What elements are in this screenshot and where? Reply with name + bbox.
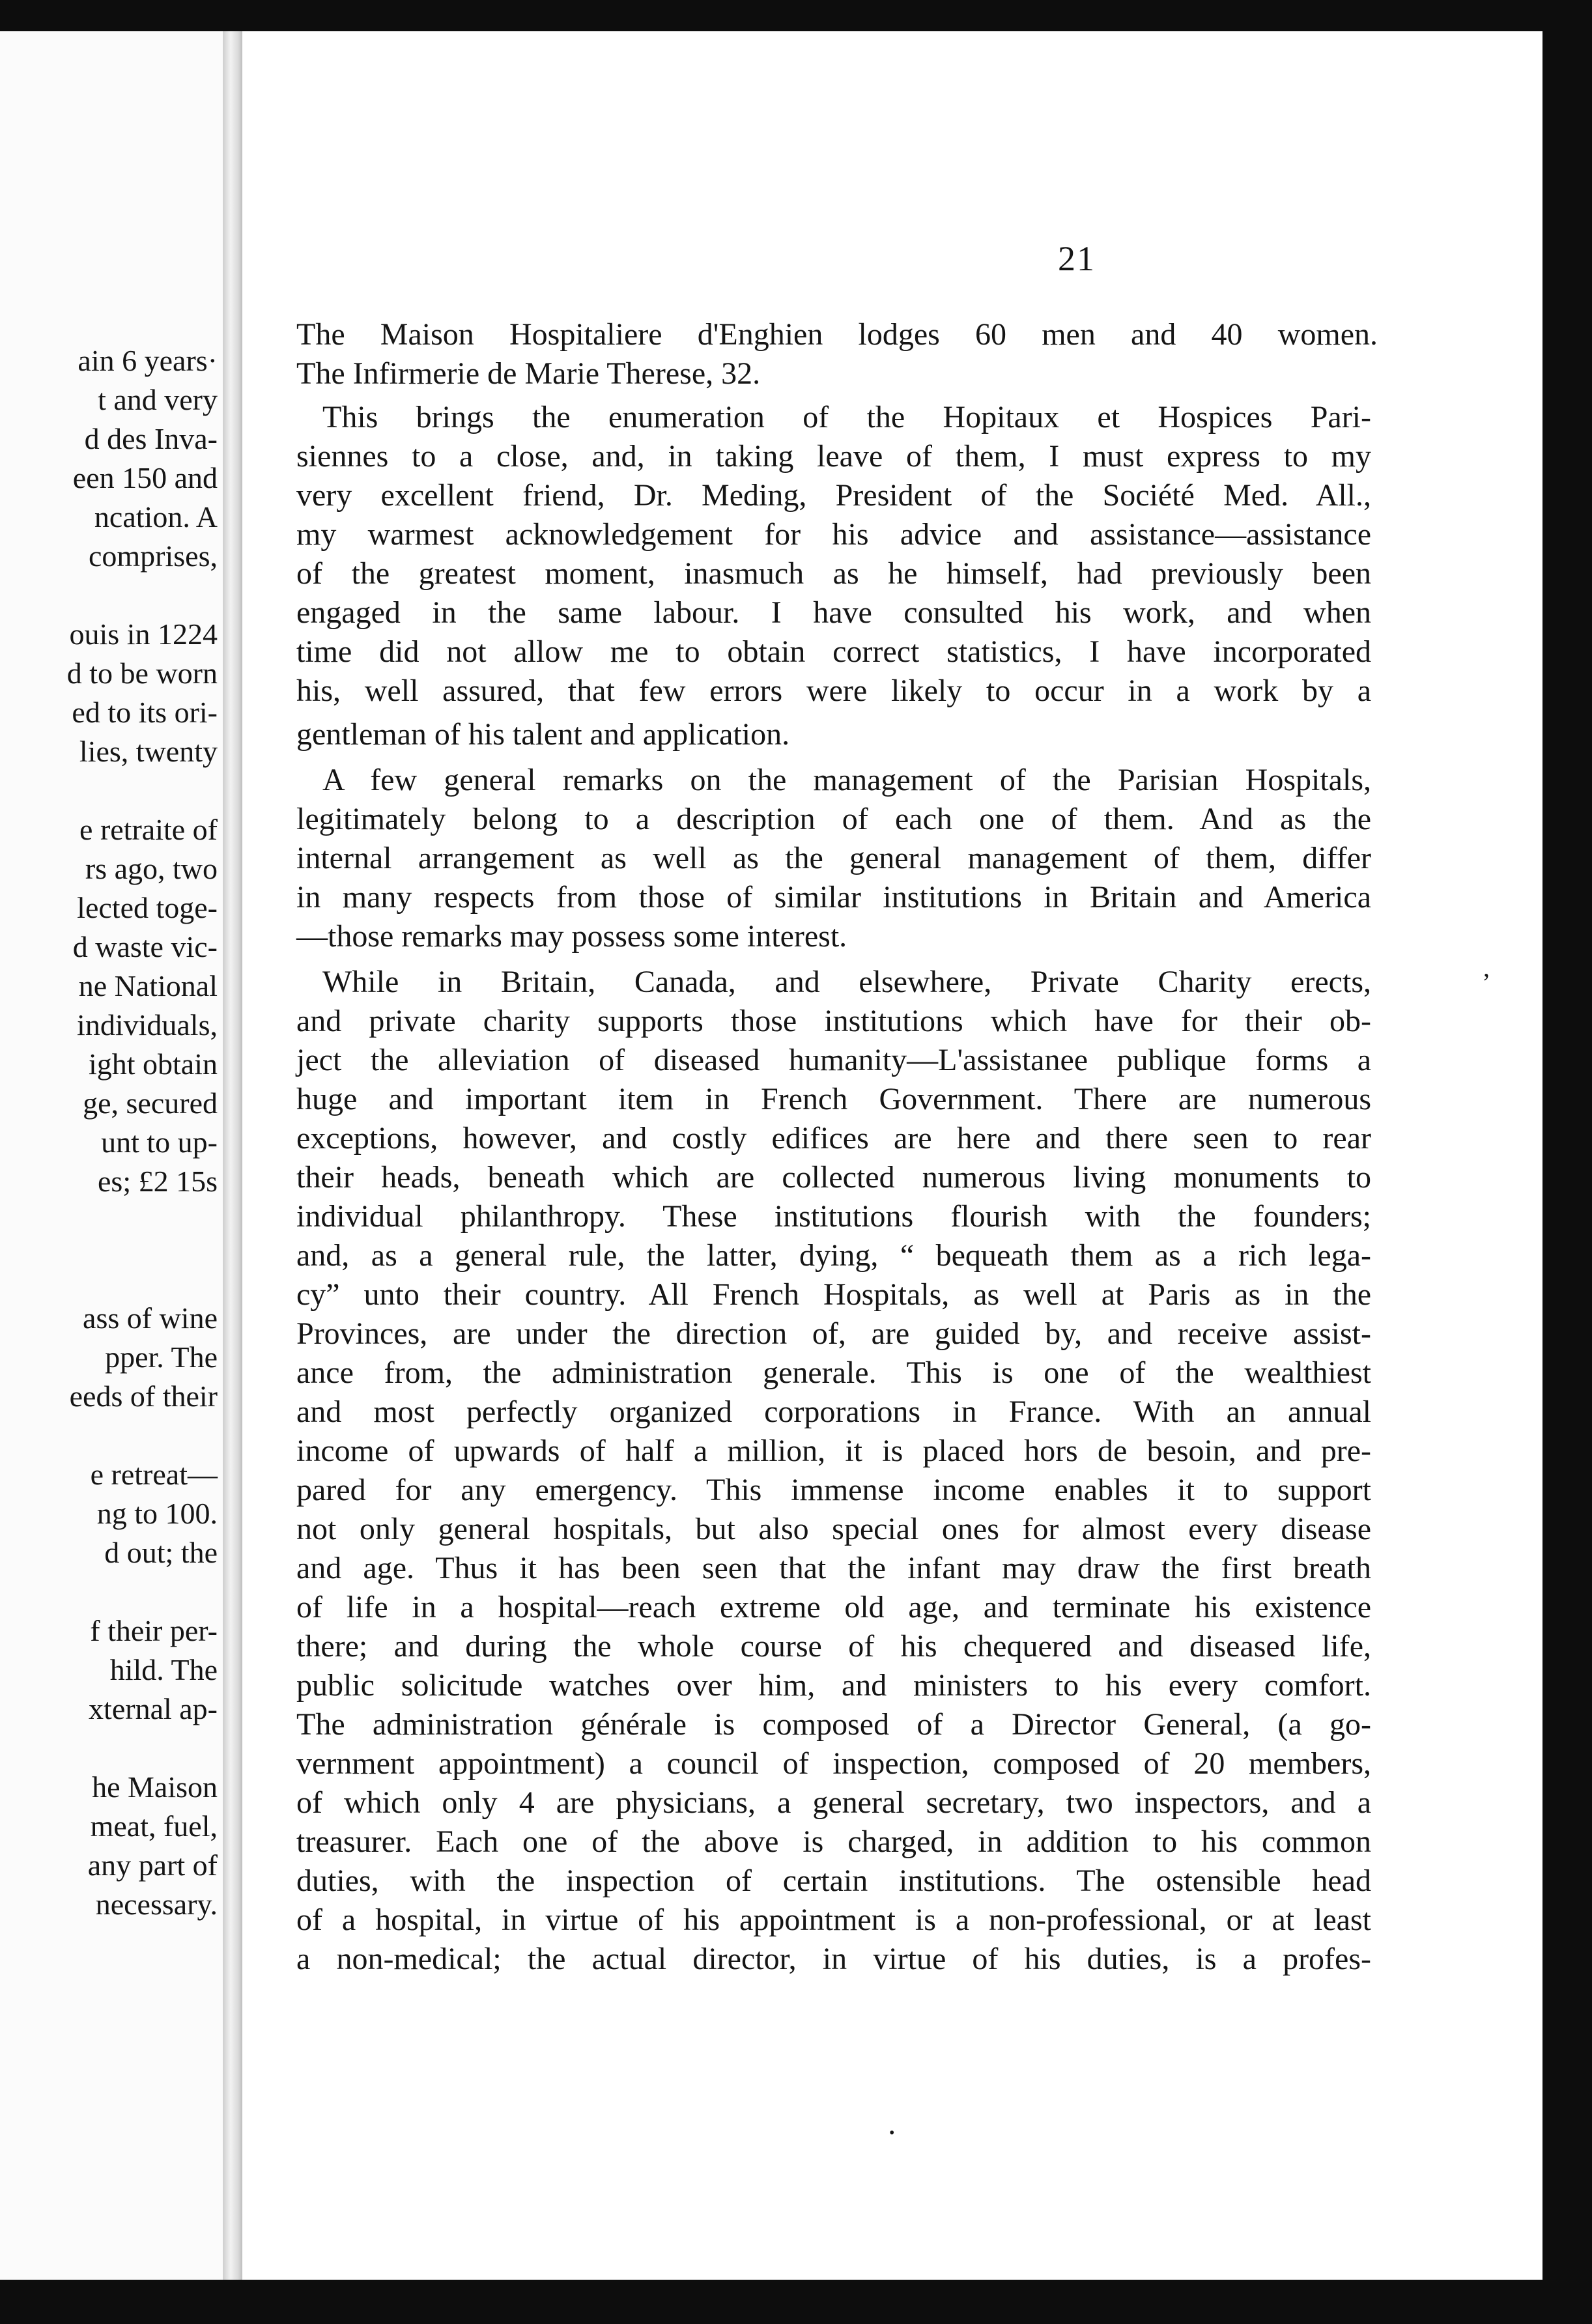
page-number: 21 (1058, 239, 1096, 278)
left-text-line: lies, twenty (79, 735, 218, 768)
left-text-line: ge, secured (83, 1086, 218, 1120)
left-text-line: d des Inva- (84, 422, 218, 455)
text-line: time did not allow me to obtain correct statistics, I have incorporated (296, 634, 1371, 669)
text-line: individual philanthropy. These institutions flourish with the founders; (296, 1199, 1371, 1234)
scanner-border-top (0, 0, 1592, 31)
text-line: of a hospital, in virtue of his appointment is a non-professional, or at least (296, 1903, 1371, 1937)
left-text-line: necessary. (95, 1888, 218, 1921)
left-text-line: ncation. A (94, 500, 218, 533)
text-line: very excellent friend, Dr. Meding, President of the Société Med. All., (296, 478, 1371, 513)
left-text-line: ouis in 1224 (69, 617, 218, 651)
left-text-line: es; £2 15s (98, 1165, 218, 1198)
text-line: and age. Thus it has been seen that the infant may draw the first breath (296, 1551, 1371, 1585)
left-text-line: e retraite of (79, 813, 218, 846)
text-line: my warmest acknowledgement for his advice and assistance—assistance (296, 517, 1371, 552)
text-line: duties, with the inspection of certain institutions. The ostensible head (296, 1863, 1371, 1898)
left-text-line: meat, fuel, (90, 1809, 218, 1843)
left-text-line: ain 6 years· (78, 344, 218, 377)
text-line: While in Britain, Canada, and elsewhere, Private Charity erects, (322, 965, 1371, 999)
text-line: Provinces, are under the direction of, are guided by, and receive assist- (296, 1316, 1371, 1351)
left-text-line: pper. The (105, 1340, 218, 1374)
left-text-line: lected toge- (77, 891, 218, 924)
book-gutter (223, 31, 242, 2280)
left-text-line: ed to its ori- (72, 696, 218, 729)
text-line: engaged in the same labour. I have consulted his work, and when (296, 595, 1371, 630)
text-line: a non-medical; the actual director, in virtue of his duties, is a profes- (296, 1942, 1371, 1976)
text-line: pared for any emergency. This immense income enables it to support (296, 1473, 1371, 1507)
text-line: and most perfectly organized corporations in France. With an annual (296, 1395, 1371, 1429)
text-line: exceptions, however, and costly edifices are here and there seen to rear (296, 1121, 1371, 1155)
left-text-line: rs ago, two (85, 852, 218, 885)
margin-mark: ‚ (1482, 953, 1491, 982)
left-text-line: een 150 and (72, 461, 218, 494)
left-text-line: eeds of their (69, 1380, 218, 1413)
text-line: gentleman of his talent and application. (296, 717, 790, 752)
text-line: there; and during the whole course of his chequered and diseased life, (296, 1629, 1371, 1664)
text-line: and private charity supports those institutions which have for their ob- (296, 1004, 1371, 1038)
text-line: his, well assured, that few errors were likely to occur in a work by a (296, 673, 1371, 708)
left-text-line: e retreat— (90, 1458, 218, 1491)
text-line: siennes to a close, and, in taking leave of them, I must express to my (296, 439, 1371, 474)
text-line: huge and important item in French Government. There are numerous (296, 1082, 1371, 1116)
left-text-line: d to be worn (66, 657, 218, 690)
text-line: not only general hospitals, but also special ones for almost every disease (296, 1512, 1371, 1546)
text-line: ance from, the administration generale. This is one of the wealthiest (296, 1355, 1371, 1390)
text-line: legitimately belong to a description of each one of them. And as the (296, 802, 1371, 836)
left-text-line: any part of (87, 1849, 218, 1882)
text-line: —those remarks may possess some interest. (296, 919, 847, 954)
left-text-line: ne National (78, 969, 218, 1002)
text-line: income of upwards of half a million, it is placed hors de besoin, and pre- (296, 1434, 1371, 1468)
left-page-fragment (0, 31, 223, 2280)
text-line: of which only 4 are physicians, a general secretary, two inspectors, and a (296, 1785, 1371, 1820)
text-line: internal arrangement as well as the general management of them, differ (296, 841, 1371, 875)
left-text-line: xternal ap- (89, 1692, 218, 1725)
text-line: The Infirmerie de Marie Therese, 32. (296, 356, 761, 391)
left-text-line: ng to 100. (96, 1497, 218, 1530)
text-line: in many respects from those of similar institutions in Britain and America (296, 880, 1371, 914)
text-line: cy” unto their country. All French Hospitals, as well at Paris as in the (296, 1277, 1371, 1312)
text-line: of the greatest moment, inasmuch as he himself, had previously been (296, 556, 1371, 591)
text-line: public solicitude watches over him, and ministers to his every comfort. (296, 1668, 1371, 1703)
left-text-line: he Maison (92, 1770, 218, 1804)
text-line: vernment appointment) a council of inspection, composed of 20 members, (296, 1746, 1371, 1781)
text-line: The administration générale is composed of a Director General, (a go- (296, 1707, 1371, 1742)
left-text-line: ass of wine (83, 1301, 218, 1335)
left-text-line: hild. The (109, 1653, 218, 1686)
left-text-line: d out; the (104, 1536, 218, 1569)
text-line: This brings the enumeration of the Hopitaux et Hospices Pari- (322, 400, 1371, 434)
text-line: their heads, beneath which are collected numerous living monuments to (296, 1160, 1371, 1195)
text-line: A few general remarks on the management of the Parisian Hospitals, (322, 763, 1371, 797)
text-line: of life in a hospital—reach extreme old age, and terminate his existence (296, 1590, 1371, 1624)
left-text-line: f their per- (90, 1614, 218, 1647)
text-line: The Maison Hospitaliere d'Enghien lodges 60 men and 40 women. (296, 317, 1378, 352)
left-text-line: comprises, (88, 539, 218, 573)
left-text-line: unt to up- (101, 1126, 218, 1159)
left-text-line: d waste vic- (72, 930, 218, 963)
left-text-line: individuals, (77, 1008, 218, 1042)
left-text-line: t and very (98, 383, 218, 416)
bottom-mark: • (889, 2125, 895, 2142)
scanner-border-right (1542, 0, 1592, 2324)
text-line: and, as a general rule, the latter, dying, “ bequeath them as a rich lega- (296, 1238, 1371, 1273)
text-line: treasurer. Each one of the above is charged, in addition to his common (296, 1824, 1371, 1859)
scanner-border-bottom (0, 2280, 1592, 2324)
left-text-line: ight obtain (88, 1047, 218, 1081)
text-line: ject the alleviation of diseased humanity—L'assistanee publique forms a (296, 1043, 1371, 1077)
